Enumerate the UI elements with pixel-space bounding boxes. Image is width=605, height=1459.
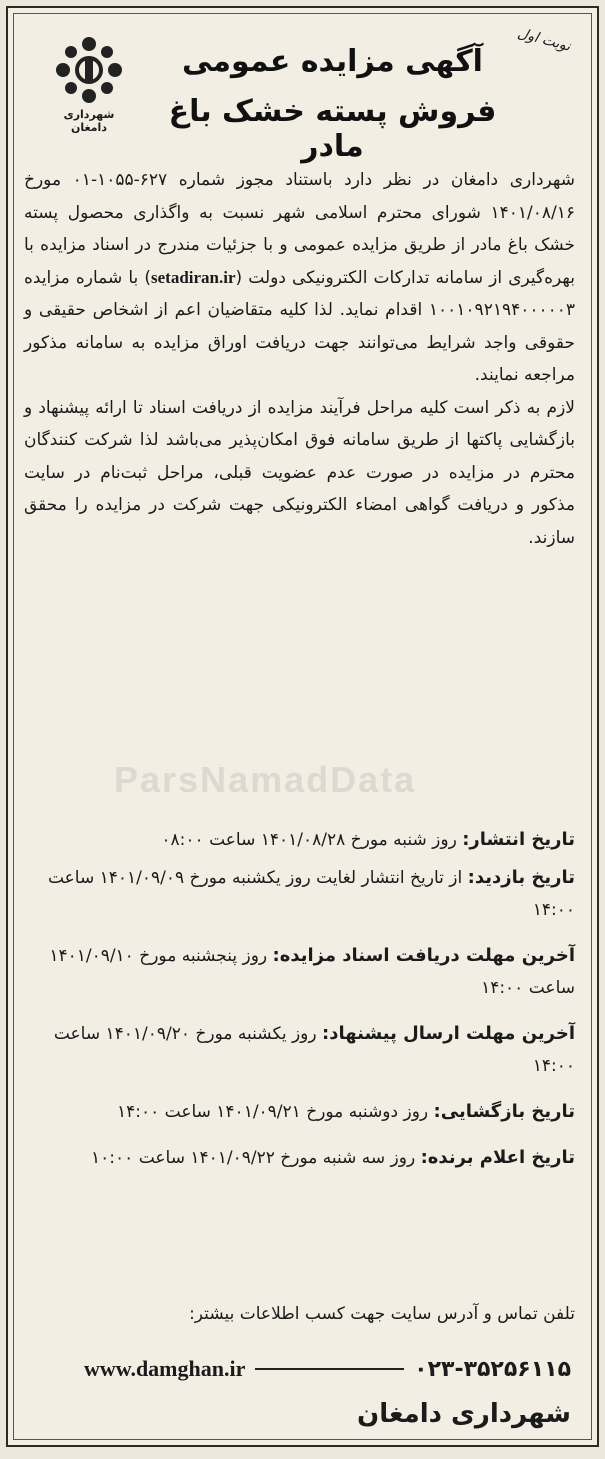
logo-emblem-icon <box>53 34 125 106</box>
date-label: تاریخ انتشار: <box>462 829 575 850</box>
date-value: روز یکشنبه مورخ ۱۴۰۱/۰۹/۲۰ ساعت ۱۴:۰۰ <box>53 1024 575 1076</box>
dates-section <box>24 824 575 1188</box>
logo-caption: شهرداری دامغان <box>63 108 115 134</box>
date-row <box>24 824 575 856</box>
divider <box>255 1368 404 1370</box>
municipality-logo <box>44 34 134 134</box>
date-value: روز پنجشنبه مورخ ۱۴۰۱/۰۹/۱۰ ساعت ۱۴:۰۰ <box>49 946 575 998</box>
page-subtitle: فروش پسته خشک باغ مادر <box>168 94 497 164</box>
header <box>14 14 591 164</box>
date-label: تاریخ بازدید: <box>467 867 575 888</box>
page-title: آگهی مزایده عمومی <box>182 44 483 79</box>
date-label: تاریخ اعلام برنده: <box>420 1147 575 1168</box>
website-link[interactable]: www.damghan.ir <box>84 1356 246 1381</box>
paragraph-1-part-a: شهرداری دامغان در نظر دارد باستناد مجوز شماره ۶۲۷-۱۰۵۵-۰۱ مورخ ۱۴۰۱/۰۸/۱۶ شورای محترم اسلامی شهر نسبت به واگذاری محصول پسته خشک باغ مادر از طریق مزایده عمومی و با جزئیات مندرج در اسناد مزایده با بهره‌گیری از سامانه تدارکات الکترونیکی دولت ( <box>24 170 575 288</box>
paragraph-1-part-b: ) با شماره مزایده ۱۰۰۱۰۹۲۱۹۴۰۰۰۰۰۳ اقدام نماید. لذا کلیه متقاضیان اعم از اشخاص حقیقی و حقوقی واجد شرایط می‌توانند جهت دریافت اوراق مزایده به سامانه مذکور مراجعه نمایند. <box>24 267 575 385</box>
paragraph-2: لازم به ذکر است کلیه مراحل فرآیند مزایده از دریافت اسناد تا ارائه پیشنهاد و بازگشایی پاکتها از طریق سامانه فوق امکان‌پذیر می‌باشد لذا شرکت کنندگان محترم در مزایده در صورت عدم عضویت قبلی، مراحل ثبت‌نام در سایت مذکور و دریافت گواهی امضاء الکترونیکی جهت شرکت در مزایده را محقق سازند. <box>24 397 575 548</box>
date-value: روز شنبه مورخ ۱۴۰۱/۰۸/۲۸ ساعت ۰۸:۰۰ <box>161 830 457 850</box>
date-row <box>24 1142 575 1174</box>
footer-signature: شهرداری دامغان <box>357 1399 571 1429</box>
date-row <box>24 940 575 1004</box>
date-value: از تاریخ انتشار لغایت روز یکشنبه مورخ ۱۴۰۱/۰۹/۰۹ ساعت ۱۴:۰۰ <box>47 868 575 920</box>
phone-number[interactable]: ۰۲۳-۳۵۲۵۶۱۱۵ <box>414 1356 571 1382</box>
date-label: تاریخ بازگشایی: <box>433 1101 575 1122</box>
date-label: آخرین مهلت دریافت اسناد مزایده: <box>272 945 575 966</box>
publication-round: نوبت اول <box>515 25 573 55</box>
inner-frame <box>13 13 592 1440</box>
date-row <box>24 1096 575 1128</box>
paragraph-1 <box>24 164 575 392</box>
setad-website-link[interactable]: setadiran.ir <box>151 267 236 287</box>
date-row <box>24 1018 575 1082</box>
advertisement-sheet <box>6 6 599 1447</box>
announcement-body <box>24 164 575 554</box>
contact-intro: تلفن تماس و آدرس سایت جهت کسب اطلاعات بیشتر: <box>189 1304 575 1324</box>
date-value: روز سه شنبه مورخ ۱۴۰۱/۰۹/۲۲ ساعت ۱۰:۰۰ <box>91 1148 416 1168</box>
contact-line <box>84 1354 571 1384</box>
watermark: ParsNamadData <box>114 759 417 800</box>
date-label: آخرین مهلت ارسال پیشنهاد: <box>322 1023 575 1044</box>
date-row <box>24 862 575 926</box>
date-value: روز دوشنبه مورخ ۱۴۰۱/۰۹/۲۱ ساعت ۱۴:۰۰ <box>116 1102 429 1122</box>
